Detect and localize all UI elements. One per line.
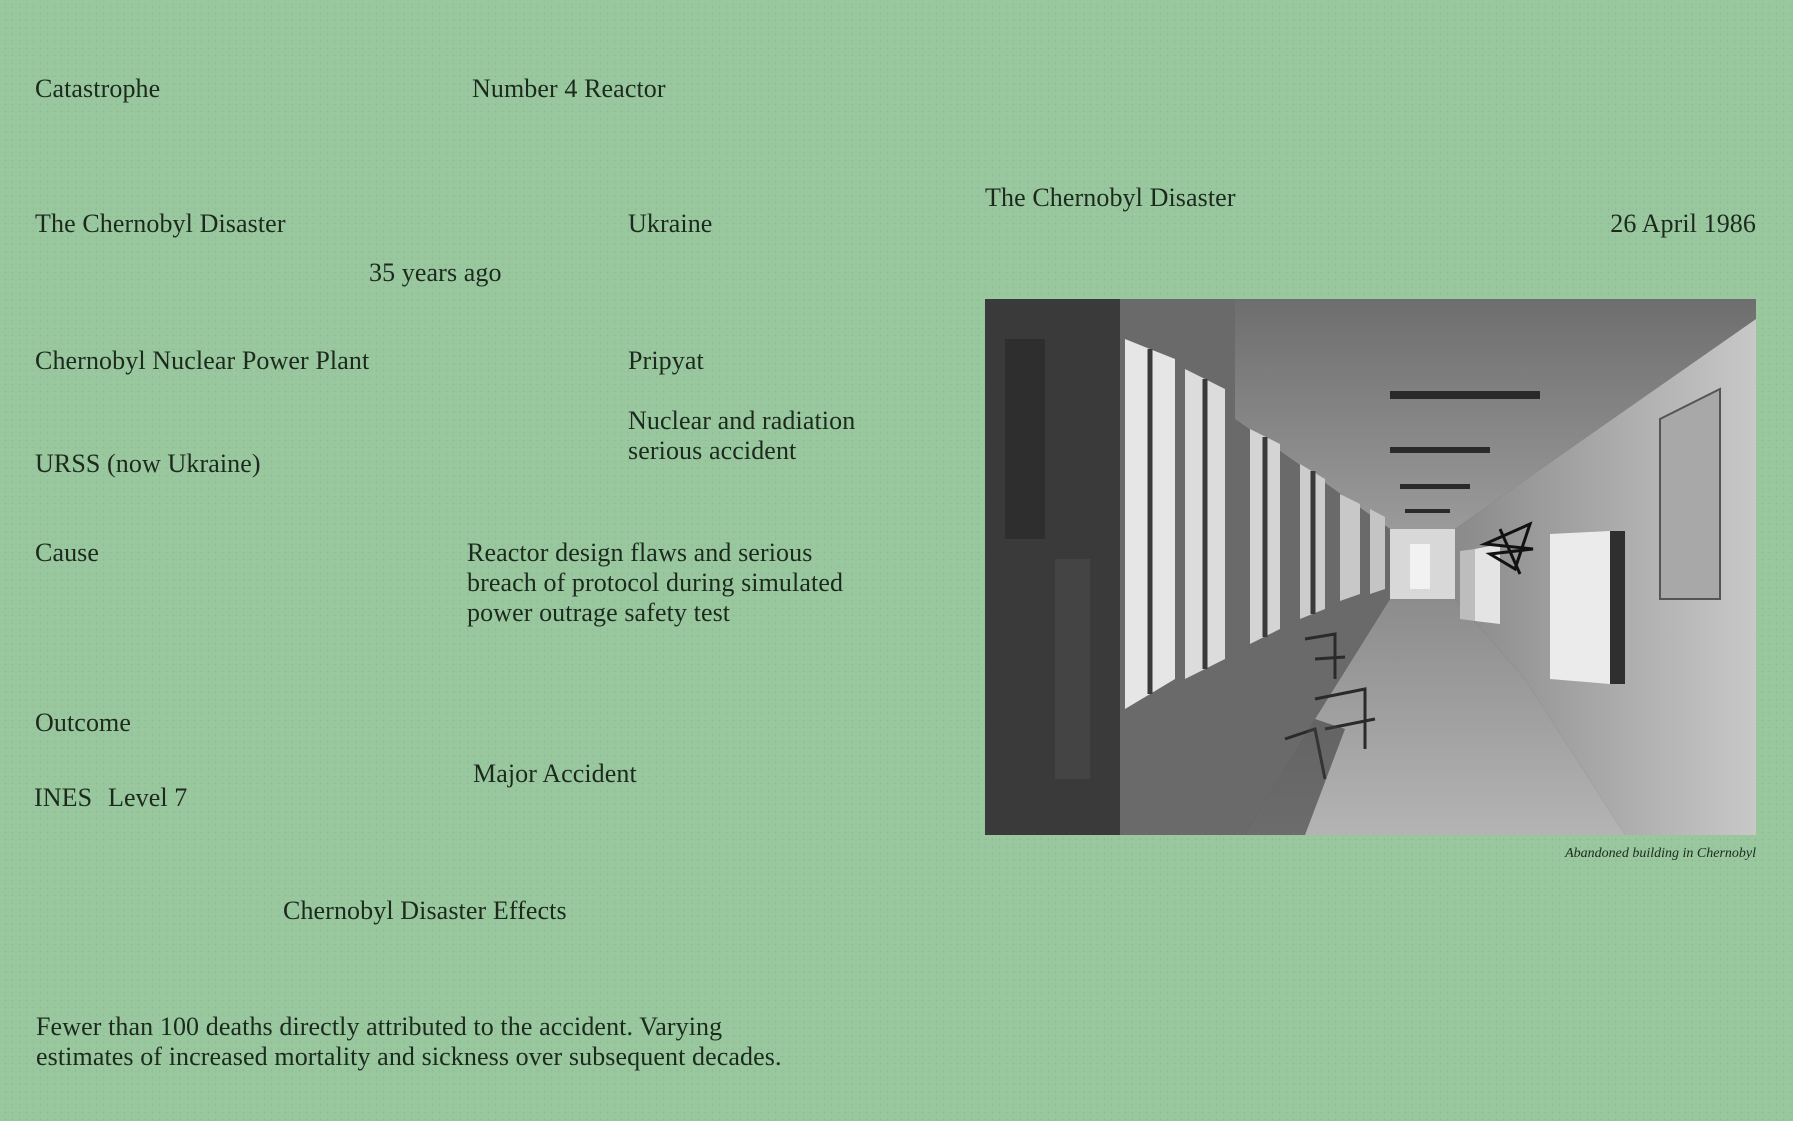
ines-level: Level 7 <box>108 783 188 812</box>
outcome-value: Major Accident <box>473 759 637 788</box>
time-ago: 35 years ago <box>369 258 502 287</box>
event-name: The Chernobyl Disaster <box>35 209 286 238</box>
effects-line-1: Fewer than 100 deaths directly attributed to the accident. Varying <box>36 1012 723 1041</box>
event-date: 26 April 1986 <box>1610 209 1756 238</box>
ines-label: INES <box>34 783 93 812</box>
region: URSS (now Ukraine) <box>35 449 261 478</box>
country: Ukraine <box>628 209 713 238</box>
right-title: The Chernobyl Disaster <box>985 183 1236 212</box>
cause-line-3: power outrage safety test <box>467 598 731 627</box>
accident-type-line-1: Nuclear and radiation <box>628 406 856 435</box>
photo-caption: Abandoned building in Chernobyl <box>1565 846 1756 861</box>
city: Pripyat <box>628 346 704 375</box>
catastrophe-value: Number 4 Reactor <box>472 74 666 103</box>
power-plant: Chernobyl Nuclear Power Plant <box>35 346 370 375</box>
cause-line-1: Reactor design flaws and serious <box>467 538 813 567</box>
cause-line-2: breach of protocol during simulated <box>467 568 844 597</box>
catastrophe-label: Catastrophe <box>35 74 161 103</box>
accident-type-line-2: serious accident <box>628 436 797 465</box>
corridor-photo <box>985 299 1756 835</box>
cause-label: Cause <box>35 538 100 567</box>
effects-line-2: estimates of increased mortality and sickness over subsequent decades. <box>36 1042 782 1071</box>
corridor-photo-illustration <box>985 299 1756 835</box>
effects-heading: Chernobyl Disaster Effects <box>283 896 567 925</box>
outcome-label: Outcome <box>35 708 132 737</box>
